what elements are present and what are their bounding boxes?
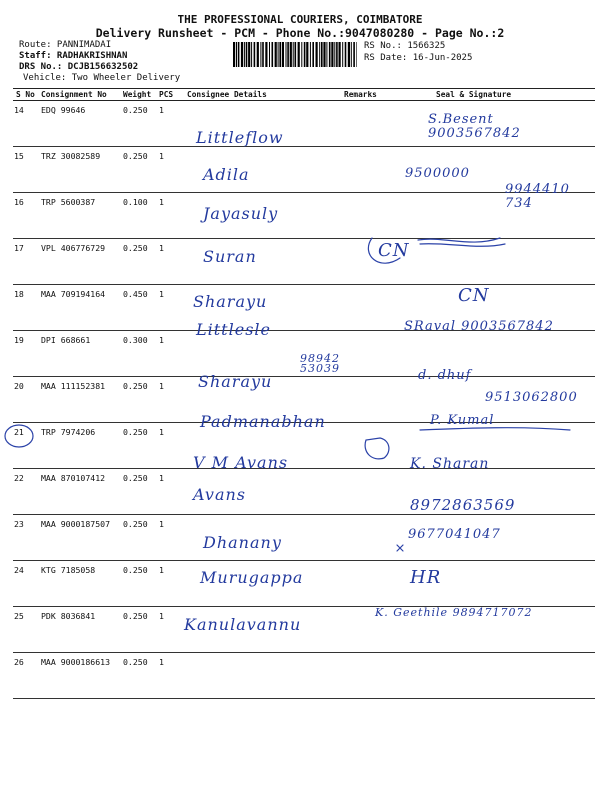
cell-weight: 0.250 <box>120 469 156 515</box>
cell-consignment-no: TRP 7974206 <box>38 423 120 469</box>
cell-remarks <box>341 285 396 331</box>
seal-sign-25: HR <box>410 567 442 588</box>
consignee-sign-19: Littlesle <box>196 320 271 339</box>
cell-weight: 0.250 <box>120 607 156 653</box>
seal-sign-23: K. Sharan <box>410 456 490 472</box>
cell-weight: 0.250 <box>120 515 156 561</box>
consignee-sign-22: Padmanabhan <box>200 412 326 431</box>
cell-remarks <box>341 377 396 423</box>
cell-sno: 20 <box>13 377 38 423</box>
cell-seal-signature <box>396 653 595 699</box>
seal-sign-24a: 8972863569 <box>410 496 516 514</box>
rs-number: RS No.: 1566325 <box>364 41 446 51</box>
cell-remarks <box>341 561 396 607</box>
cell-remarks <box>341 147 396 193</box>
cell-pcs: 1 <box>156 147 184 193</box>
consignee-sign-24: Avans <box>193 485 246 504</box>
cell-sno: 15 <box>13 147 38 193</box>
consignee-sign-17: Suran <box>203 247 257 266</box>
cell-sno: 22 <box>13 469 38 515</box>
cell-pcs: 1 <box>156 515 184 561</box>
cell-weight: 0.100 <box>120 193 156 239</box>
consignee-sign-23: V M Avans <box>193 453 289 472</box>
cell-remarks <box>341 193 396 239</box>
staff-label: Staff: RADHAKRISHNAN <box>19 51 128 61</box>
cell-pcs: 1 <box>156 331 184 377</box>
col-header-pcs: PCS <box>156 89 184 101</box>
col-header-remarks: Remarks <box>341 89 396 101</box>
cell-remarks <box>341 469 396 515</box>
cell-weight: 0.450 <box>120 285 156 331</box>
cell-consignment-no: TRP 5600387 <box>38 193 120 239</box>
consignee-sign-25: Dhanany <box>203 533 282 552</box>
cell-sno: 16 <box>13 193 38 239</box>
cell-pcs: 1 <box>156 101 184 147</box>
cell-consignment-no: MAA 9000187507 <box>38 515 120 561</box>
table-row <box>13 515 595 561</box>
consignee-phone-note: 98942 53039 <box>300 352 340 375</box>
seal-sign-22: P. Kumal <box>430 413 495 428</box>
cell-sno: 17 <box>13 239 38 285</box>
cell-remarks <box>341 101 396 147</box>
cell-sno: 21 <box>13 423 38 469</box>
cell-sno: 19 <box>13 331 38 377</box>
col-header-sno: S No <box>13 89 38 101</box>
table-header-row <box>13 89 595 101</box>
consignee-sign-18: Sharayu <box>193 292 268 311</box>
cell-consignee-details <box>184 653 341 699</box>
consignee-sign-26: Murugappa <box>200 568 304 587</box>
cell-pcs: 1 <box>156 469 184 515</box>
seal-sign-20: d. dhuf <box>418 368 472 383</box>
cell-weight: 0.250 <box>120 423 156 469</box>
cell-sno: 18 <box>13 285 38 331</box>
cell-consignment-no: MAA 870107412 <box>38 469 120 515</box>
runsheet-subtitle: Delivery Runsheet - PCM - Phone No.:9047080280 - Page No.:2 <box>95 26 505 40</box>
seal-sign-18: CN <box>458 285 490 306</box>
consignee-sign-21: Sharayu <box>198 372 273 391</box>
table-row <box>13 561 595 607</box>
cell-remarks <box>341 515 396 561</box>
seal-sign-14: S.Besent 9003567842 <box>428 112 521 141</box>
consignee-sign-14: Littleflow <box>196 128 284 147</box>
cell-consignment-no: TRZ 30082589 <box>38 147 120 193</box>
cell-pcs: 1 <box>156 239 184 285</box>
col-header-consignee: Consignee Details <box>184 89 341 101</box>
barcode-image <box>233 42 357 67</box>
cell-remarks <box>341 653 396 699</box>
cell-weight: 0.250 <box>120 653 156 699</box>
cell-remarks <box>341 423 396 469</box>
seal-sign-16: 9944410 734 <box>505 182 570 211</box>
cell-weight: 0.250 <box>120 147 156 193</box>
table-row <box>13 239 595 285</box>
seal-sign-19: SRaval 9003567842 <box>404 319 554 334</box>
seal-sign-17: CN <box>378 240 410 261</box>
drs-number: DRS No.: DCJB156632502 <box>19 62 139 72</box>
col-header-consignment: Consignment No <box>38 89 120 101</box>
consignee-sign-15: Adila <box>203 165 250 184</box>
cell-weight: 0.300 <box>120 331 156 377</box>
cell-sno: 23 <box>13 515 38 561</box>
cell-pcs: 1 <box>156 377 184 423</box>
cell-consignment-no: EDQ 99646 <box>38 101 120 147</box>
cell-weight: 0.250 <box>120 561 156 607</box>
cell-pcs: 1 <box>156 561 184 607</box>
seal-sign-26: K. Geethile 9894717072 <box>375 606 533 619</box>
consignee-sign-16: Jayasuly <box>203 204 279 223</box>
cell-consignment-no: MAA 709194164 <box>38 285 120 331</box>
cell-consignment-no: DPI 668661 <box>38 331 120 377</box>
seal-sign-21: 9513062800 <box>485 390 578 405</box>
cell-sno: 24 <box>13 561 38 607</box>
cell-sno: 25 <box>13 607 38 653</box>
cell-seal-signature <box>396 239 595 285</box>
cell-consignment-no: VPL 406776729 <box>38 239 120 285</box>
cell-sno: 14 <box>13 101 38 147</box>
cell-sno: 26 <box>13 653 38 699</box>
cell-pcs: 1 <box>156 653 184 699</box>
col-header-weight: Weight <box>120 89 156 101</box>
cell-consignment-no: MAA 111152381 <box>38 377 120 423</box>
cell-pcs: 1 <box>156 193 184 239</box>
seal-sign-15: 9500000 <box>405 166 470 181</box>
cell-consignment-no: KTG 7185058 <box>38 561 120 607</box>
col-header-signature: Seal & Signature <box>396 89 595 101</box>
rs-date: RS Date: 16-Jun-2025 <box>364 53 473 63</box>
route-label: Route: PANNIMADAI <box>19 40 112 50</box>
cell-weight: 0.250 <box>120 101 156 147</box>
cell-pcs: 1 <box>156 285 184 331</box>
seal-sign-24b: 9677041047 <box>408 527 501 542</box>
table-row <box>13 653 595 699</box>
cell-pcs: 1 <box>156 607 184 653</box>
consignee-sign-27: Kanulavannu <box>184 615 302 634</box>
cell-consignment-no: MAA 9000186613 <box>38 653 120 699</box>
cell-weight: 0.250 <box>120 377 156 423</box>
cell-consignment-no: PDK 8036841 <box>38 607 120 653</box>
vehicle-label: Vehicle: Two Wheeler Delivery <box>23 73 181 83</box>
cell-pcs: 1 <box>156 423 184 469</box>
cell-weight: 0.250 <box>120 239 156 285</box>
company-title: THE PROFESSIONAL COURIERS, COIMBATORE <box>177 13 423 26</box>
